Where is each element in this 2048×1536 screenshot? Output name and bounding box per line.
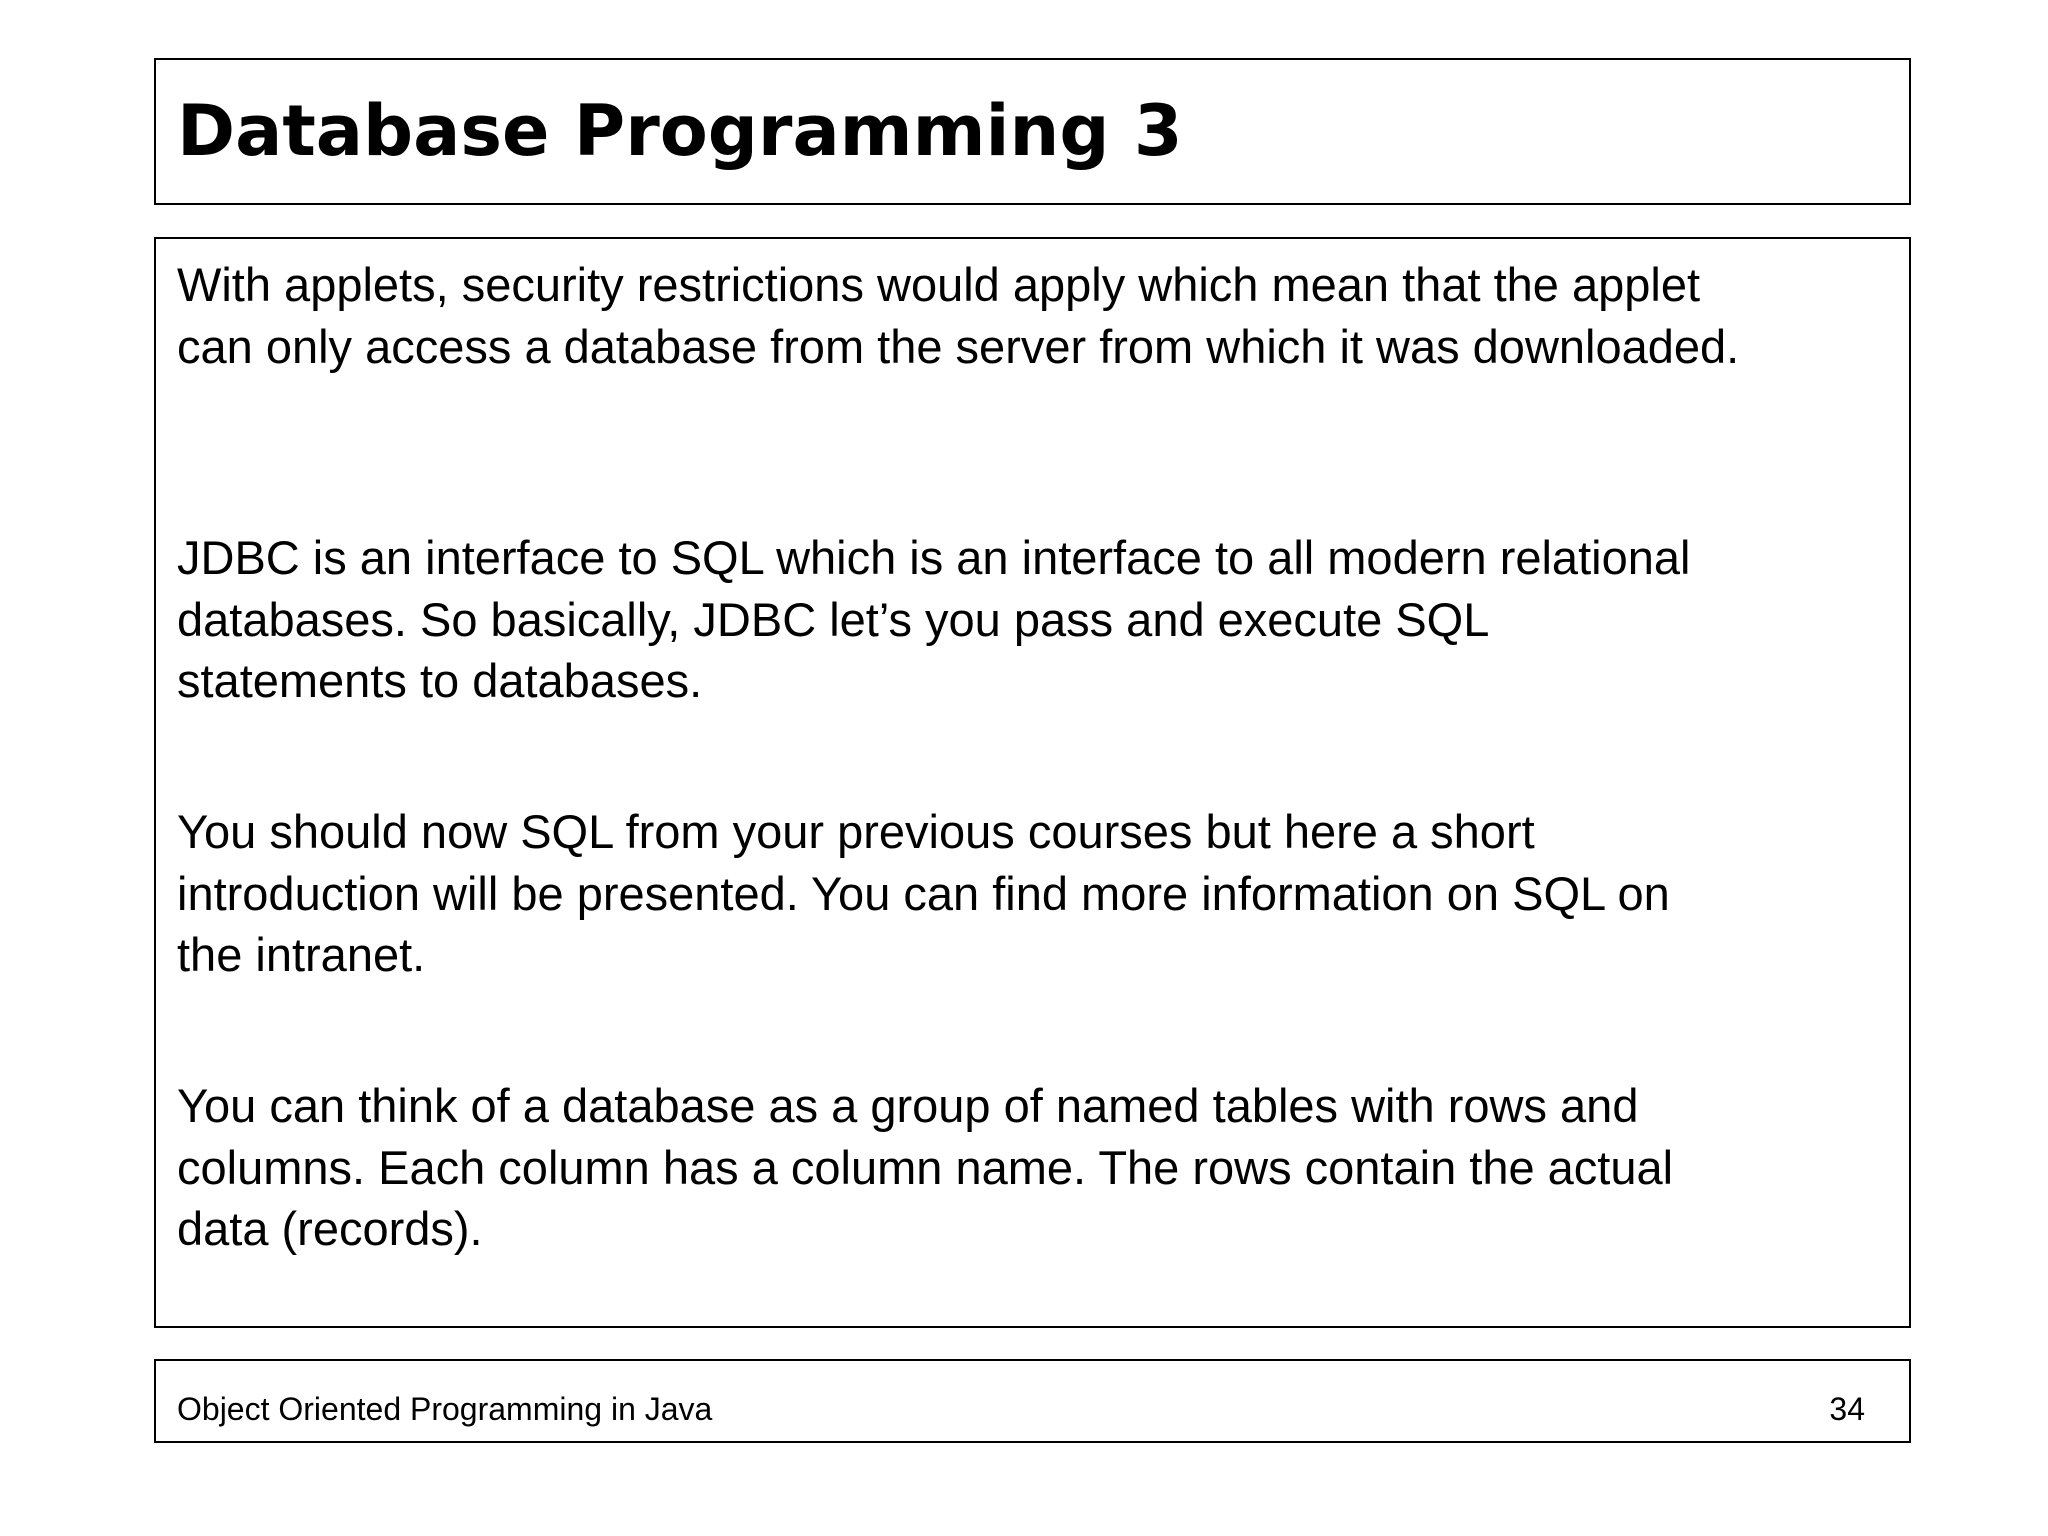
footer-box <box>154 1359 1911 1443</box>
text-line: You can think of a database as a group of named tables with rows and <box>177 1079 1639 1132</box>
footer-course-title: Object Oriented Programming in Java <box>177 1391 713 1427</box>
text-line: databases. So basically, JDBC let’s you pass and execute SQL <box>177 592 1490 646</box>
text-line: With applets, security restrictions would apply which mean that the applet <box>177 258 1701 311</box>
text-line: columns. Each column has a column name. The rows contain the actual <box>177 1140 1674 1194</box>
text-line: can only access a database from the server from which it was downloaded. <box>177 319 1740 373</box>
text-line: data (records). <box>177 1202 483 1255</box>
text-line: the intranet. <box>177 928 426 981</box>
text-line: You should now SQL from your previous courses but here a short <box>177 805 1535 858</box>
paragraph-jdbc <box>177 527 1690 712</box>
text-line: statements to databases. <box>177 654 703 707</box>
slide-title: Database Programming 3 <box>177 90 1183 172</box>
paragraph-sql-intro <box>177 801 1670 986</box>
text-line: introduction will be presented. You can find more information on SQL on <box>177 866 1670 920</box>
text-line: JDBC is an interface to SQL which is an interface to all modern relational <box>177 531 1691 584</box>
paragraph-database-tables <box>177 1075 1673 1260</box>
page-number: 34 <box>1829 1391 1865 1427</box>
content-box <box>154 237 1911 1328</box>
title-box <box>154 58 1911 205</box>
paragraph-applet-security <box>177 254 1739 377</box>
